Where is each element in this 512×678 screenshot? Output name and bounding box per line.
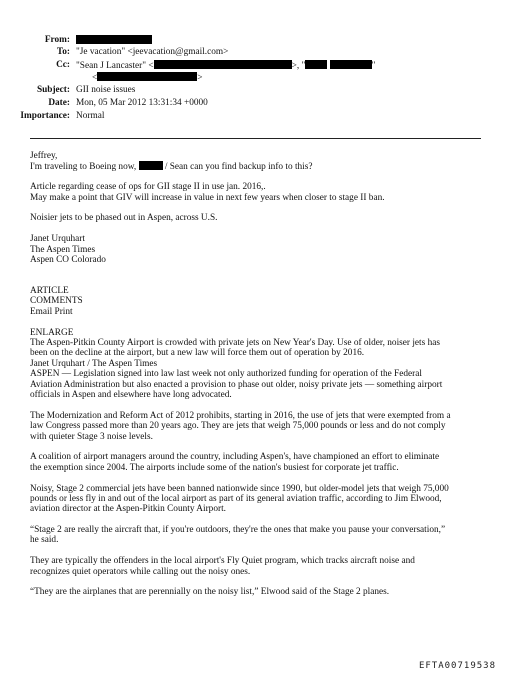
cc2-text-start: < — [92, 73, 98, 83]
paragraph — [30, 182, 492, 203]
cc-text-end: " — [371, 61, 376, 71]
text-line: the exemption since 2004. The airports include some of the nation's busiest for corporate jet traffic. — [30, 462, 399, 473]
paragraph-gap — [30, 515, 492, 525]
paragraph — [30, 556, 492, 577]
paragraph-gap — [30, 265, 492, 275]
from-value — [76, 35, 152, 46]
from-label: From: — [44, 35, 70, 45]
redaction-bar — [139, 161, 163, 170]
text-line: Article regarding cease of ops for GII stage II in use jan. 2016,. — [30, 182, 266, 193]
text-line: A coalition of airport managers around the country, including Aspen's, have championed an effort to eliminate — [30, 452, 440, 463]
paragraph-gap — [30, 276, 492, 286]
text-line: officials in Aspen and elsewhere have long advocated. — [30, 389, 232, 400]
cc2-text-end: > — [197, 73, 203, 83]
to-row — [0, 47, 512, 58]
paragraph — [30, 452, 492, 473]
text-line: law Congress passed more than 20 years ago. They are jets that weigh 75,000 pounds or less and do not comply — [30, 421, 446, 432]
from-row — [0, 35, 512, 46]
paragraph-gap — [30, 172, 492, 182]
redaction-bar — [330, 60, 372, 69]
date-row — [0, 98, 512, 109]
paragraph — [30, 587, 492, 597]
text-line: Email Print — [30, 306, 73, 317]
redaction-bar — [305, 60, 327, 69]
redaction-bar — [76, 35, 152, 44]
header-divider — [30, 138, 481, 139]
document-id: EFTA00719538 — [418, 661, 496, 671]
text-line: They are typically the offenders in the local airport's Fly Quiet program, which tracks aircraft noise and — [30, 556, 415, 567]
text-line: with quieter Stage 3 noise levels. — [30, 431, 153, 442]
text-line: Noisier jets to be phased out in Aspen, across U.S. — [30, 213, 218, 224]
paragraph-gap — [30, 546, 492, 556]
date-label: Date: — [48, 98, 70, 108]
cc-row-2 — [0, 72, 512, 83]
paragraph-gap — [30, 224, 492, 234]
byline — [30, 234, 492, 265]
text-line: ARTICLE — [30, 286, 69, 297]
cc-value-2 — [92, 72, 203, 83]
text-line: aviation director at the Aspen-Pitkin County Airport. — [30, 504, 226, 515]
paragraph — [30, 525, 492, 546]
subject-row — [0, 85, 512, 96]
paragraph-gap — [30, 400, 492, 410]
greeting: Jeffrey, — [30, 151, 58, 161]
to-label: To: — [56, 47, 70, 57]
paragraph-gap — [30, 442, 492, 452]
paragraph — [30, 411, 492, 442]
text-line: “They are the airplanes that are perennially on the noisy list,” Elwood said of the Stage 2 planes. — [30, 587, 390, 598]
importance-label: Importance: — [20, 111, 70, 121]
text-line: May make a point that GIV will increase in value in next few years when closer to stage II ban. — [30, 192, 385, 203]
text-line: Aviation Administration but also enacted a provision to phase out older, noisy private jets — something airport — [30, 379, 443, 390]
date-value: Mon, 05 Mar 2012 13:31:34 +0000 — [76, 98, 208, 108]
text-line: The Modernization and Reform Act of 2012 prohibits, starting in 2016, the use of jets that were exempted from a — [30, 410, 451, 421]
intro-text-end: / Sean can you find backup info to this? — [164, 162, 313, 173]
cc-text-mid: >, " — [291, 61, 306, 71]
paragraph — [30, 484, 492, 515]
subject-value: GII noise issues — [76, 85, 136, 95]
text-line: COMMENTS — [30, 296, 83, 307]
text-line: ENLARGE — [30, 327, 74, 338]
text-line: pounds or less fly in and out of the local airport as part of its general aviation traffic, according to Jim Elwood, — [30, 493, 442, 504]
email-body — [30, 151, 492, 598]
article-menu — [30, 286, 492, 317]
text-line: Janet Urquhart / The Aspen Times — [30, 358, 158, 369]
importance-row — [0, 111, 512, 122]
to-value: "Je vacation" <jeevacation@gmail.com> — [76, 47, 229, 57]
cc-value — [76, 60, 375, 71]
text-line: Aspen CO Colorado — [30, 254, 106, 265]
paragraph-gap — [30, 577, 492, 587]
text-line: The Aspen Times — [30, 244, 96, 255]
text-line: been on the decline at the airport, but a new law will force them out of operation by 2016. — [30, 348, 365, 359]
text-line: Noisy, Stage 2 commercial jets have been banned nationwide since 1990, but older-model jets that weigh 75,000 — [30, 483, 449, 494]
text-line: The Aspen-Pitkin County Airport is crowded with private jets on New Year's Day. Use of older, noiser jets has — [30, 338, 440, 349]
text-line: recognizes quiet operators while calling out the noisy ones. — [30, 566, 251, 577]
importance-value: Normal — [76, 111, 105, 121]
paragraph-gap — [30, 317, 492, 327]
paragraph-gap — [30, 203, 492, 213]
cc-label: Cc: — [56, 60, 70, 70]
text-line: “Stage 2 are really the aircraft that, if you're outdoors, they're the ones that make you pause your conversation,” — [30, 525, 446, 536]
text-line: he said. — [30, 535, 59, 546]
cc-text-start: "Sean J Lancaster" < — [76, 61, 154, 71]
paragraph — [30, 328, 492, 401]
paragraph-gap — [30, 473, 492, 483]
intro-line — [30, 161, 492, 171]
paragraph — [30, 213, 492, 223]
text-line: ASPEN — Legislation signed into law last week not only authorized funding for operation of the Federal — [30, 369, 422, 380]
subject-label: Subject: — [36, 85, 70, 95]
intro-text-start: I'm traveling to Boeing now, — [30, 162, 137, 173]
cc-row — [0, 60, 512, 71]
redaction-bar — [154, 60, 292, 69]
text-line: Janet Urquhart — [30, 234, 85, 245]
redaction-bar — [97, 72, 197, 81]
